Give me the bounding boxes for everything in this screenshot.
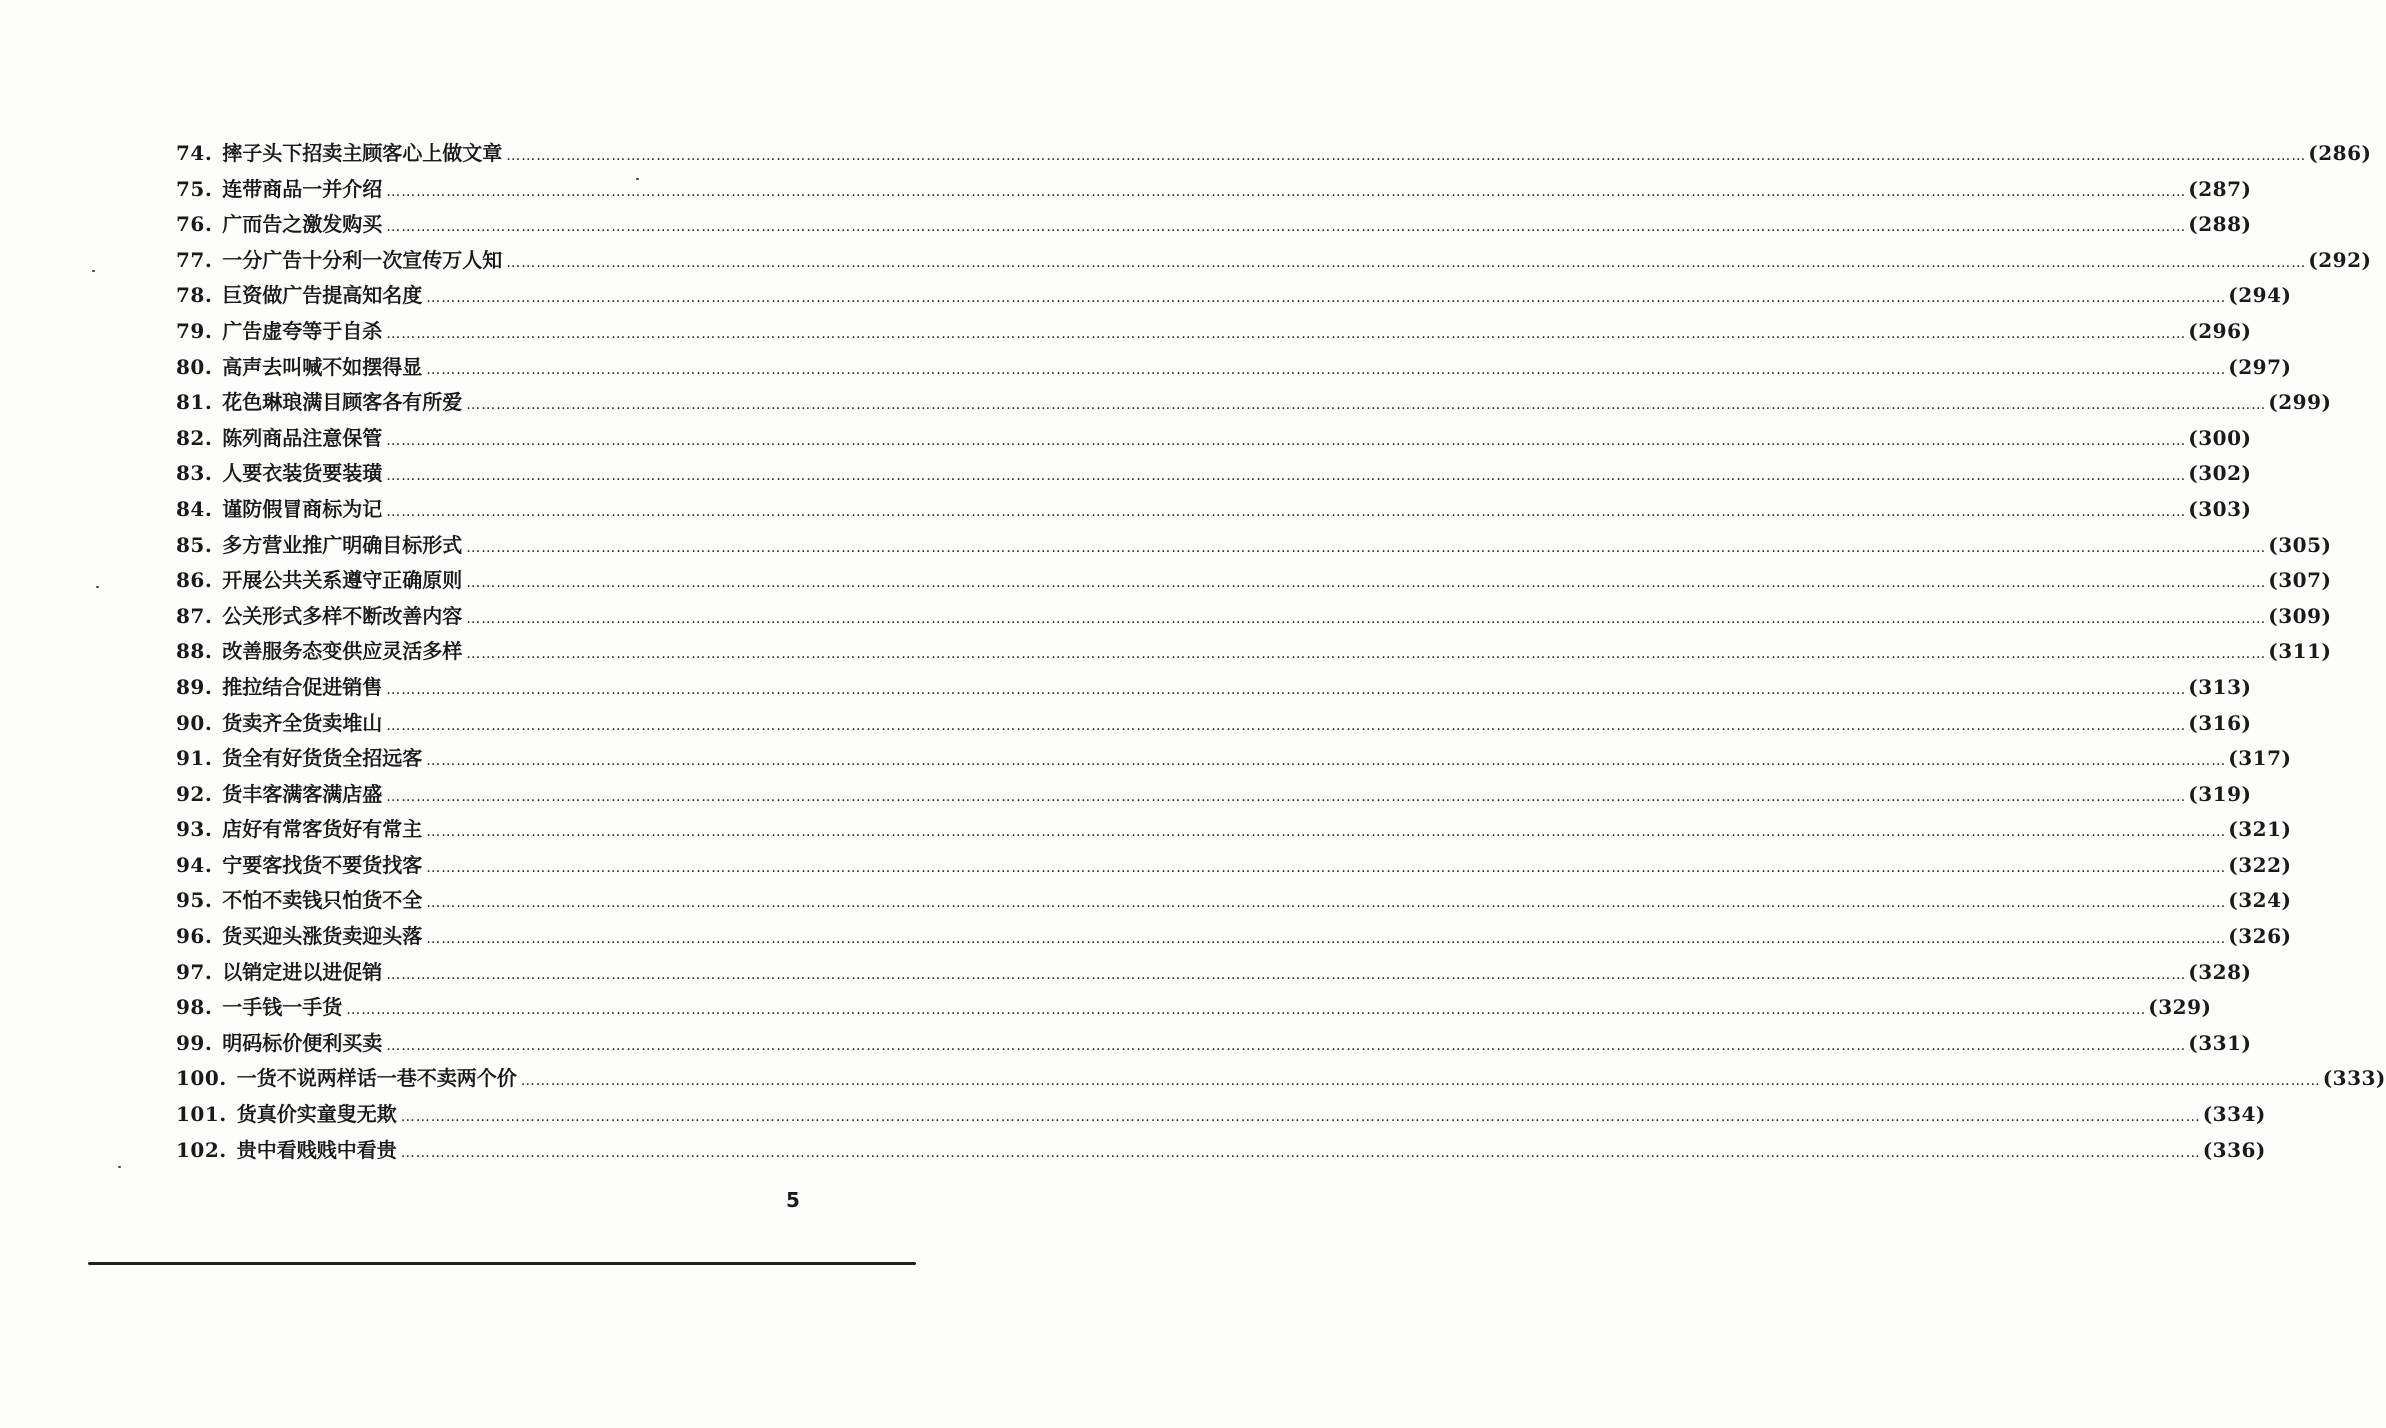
toc-entry-page: (292)	[2308, 247, 2372, 272]
toc-dot-leader: ………………………………………………………………………………………………………………………………………………………………………………………………………………………………………………………………………………………………………………………………	[386, 681, 2187, 698]
toc-entry-title-first: 陈列商品	[222, 425, 303, 450]
toc-entry-title-first: 货全有好货	[222, 746, 323, 771]
toc-entry-title-second: 顾客心上做文章	[362, 141, 503, 165]
toc-entry-number: 76.	[176, 212, 213, 237]
toc-entry-page: (316)	[2188, 710, 2252, 735]
toc-entry-number: 83.	[176, 461, 213, 486]
toc-entry-page: (331)	[2188, 1030, 2252, 1055]
toc-entry	[176, 243, 2372, 279]
toc-dot-leader: ………………………………………………………………………………………………………………………………………………………………………………………………………………………………………………………………………………………………………………………………	[386, 1037, 2187, 1054]
toc-dot-leader: ………………………………………………………………………………………………………………………………………………………………………………………………………………………………………………………………………………………………………………………………	[506, 254, 2307, 271]
toc-entry-number: 80.	[176, 354, 213, 379]
toc-dot-leader: ………………………………………………………………………………………………………………………………………………………………………………………………………………………………………………………………………………………………………………………………	[466, 610, 2267, 627]
toc-entry	[176, 350, 2292, 386]
toc-entry	[176, 848, 2292, 884]
toc-entry	[176, 741, 2292, 777]
toc-entry-title-first: 一货不说两样话	[236, 1066, 377, 1091]
toc-entry-number: 95.	[176, 888, 213, 913]
toc-entry-number: 93.	[176, 817, 213, 842]
toc-entry-number: 86.	[176, 568, 213, 593]
toc-entry-title-second: 货好有常主	[322, 817, 423, 842]
toc-entry-title-first: 连带商品	[222, 176, 303, 201]
toc-dot-leader: ………………………………………………………………………………………………………………………………………………………………………………………………………………………………………………………………………………………………………………………………	[426, 824, 2227, 841]
toc-entry-title-first: 广告虚夸	[222, 318, 303, 343]
toc-dot-leader: ………………………………………………………………………………………………………………………………………………………………………………………………………………………………………………………………………………………………………………………………	[466, 539, 2267, 556]
toc-entry-page: (321)	[2228, 817, 2292, 842]
toc-entry-number: 82.	[176, 425, 213, 450]
toc-entry-title-first: 货卖齐全	[222, 710, 303, 735]
toc-entry-number: 100.	[176, 1066, 227, 1091]
toc-entry	[176, 456, 2252, 492]
toc-entry-title-second: 不如摆得显	[322, 354, 423, 379]
toc-entry	[176, 136, 2372, 172]
toc-dot-leader: ………………………………………………………………………………………………………………………………………………………………………………………………………………………………………………………………………………………………………………………………	[386, 966, 2187, 983]
toc-entry	[176, 777, 2252, 813]
toc-entry-title-second: 一手货	[282, 995, 343, 1020]
toc-entry	[176, 1097, 2266, 1133]
toc-dot-leader: ………………………………………………………………………………………………………………………………………………………………………………………………………………………………………………………………………………………………………………………………	[466, 397, 2267, 414]
toc-entry-title-second: 激发购买	[302, 212, 383, 237]
toc-entry-title-second: 货卖堆山	[302, 710, 383, 735]
toc-dot-leader: ………………………………………………………………………………………………………………………………………………………………………………………………………………………………………………………………………………………………………………………………	[386, 468, 2187, 485]
toc-entry	[176, 1061, 2386, 1097]
toc-entry-page: (309)	[2268, 603, 2332, 628]
toc-entry-page: (296)	[2188, 318, 2252, 343]
toc-entry-title-second: 供应灵活多样	[342, 639, 463, 664]
toc-entry-title-second: 贱中看贵	[316, 1137, 397, 1162]
toc-entry-title-first: 公关形式多样	[222, 603, 343, 628]
toc-entry-number: 85.	[176, 532, 213, 557]
toc-entry-page: (297)	[2228, 354, 2292, 379]
toc-entry-title-second: 货全招远客	[322, 746, 423, 771]
toc-entry-number: 97.	[176, 959, 213, 984]
toc-dot-leader: ………………………………………………………………………………………………………………………………………………………………………………………………………………………………………………………………………………………………………………………………	[386, 432, 2187, 449]
toc-dot-leader: ………………………………………………………………………………………………………………………………………………………………………………………………………………………………………………………………………………………………………………………………	[426, 859, 2227, 876]
toc-entry-page: (329)	[2148, 995, 2212, 1020]
toc-entry	[176, 706, 2252, 742]
toc-entry-title-second: 等于自杀	[302, 318, 383, 343]
scan-speck	[96, 586, 99, 588]
toc-entry-title-first: 巨资做广告	[222, 283, 323, 308]
toc-dot-leader: ………………………………………………………………………………………………………………………………………………………………………………………………………………………………………………………………………………………………………………………………	[426, 895, 2227, 912]
toc-entry-title-first: 花色琳琅满目	[222, 390, 343, 415]
toc-entry-title-second: 货要装璜	[302, 461, 383, 486]
toc-entry-title-first: 不怕不卖钱	[222, 888, 323, 913]
toc-dot-leader: ………………………………………………………………………………………………………………………………………………………………………………………………………………………………………………………………………………………………………………………………	[386, 717, 2187, 734]
scan-speck	[118, 1166, 121, 1168]
toc-entry-number: 90.	[176, 710, 213, 735]
toc-entry-page: (286)	[2308, 141, 2372, 165]
toc-entry-title-first: 店好有常客	[222, 817, 323, 842]
toc-entry-number: 98.	[176, 995, 213, 1020]
toc-entry-number: 78.	[176, 283, 213, 308]
toc-entry-number: 81.	[176, 390, 213, 415]
toc-dot-leader: ………………………………………………………………………………………………………………………………………………………………………………………………………………………………………………………………………………………………………………………………	[466, 646, 2267, 663]
toc-dot-leader: ………………………………………………………………………………………………………………………………………………………………………………………………………………………………………………………………………………………………………………………………	[400, 1144, 2201, 1161]
toc-entry-page: (317)	[2228, 746, 2292, 771]
toc-entry-title-first: 高声去叫喊	[222, 354, 323, 379]
toc-dot-leader: ………………………………………………………………………………………………………………………………………………………………………………………………………………………………………………………………………………………………………………………………	[346, 1002, 2147, 1019]
toc-entry-title-second: 一巷不卖两个价	[376, 1066, 517, 1091]
toc-entry-title-first: 以销定进	[222, 959, 303, 984]
toc-entry-title-first: 人要衣装	[222, 461, 303, 486]
toc-entry-title-first: 宁要客找货	[222, 852, 323, 877]
toc-entry-title-second: 便利买卖	[302, 1030, 383, 1055]
toc-entry-page: (303)	[2188, 496, 2252, 521]
toc-dot-leader: ………………………………………………………………………………………………………………………………………………………………………………………………………………………………………………………………………………………………………………………………	[426, 931, 2227, 948]
toc-entry-title-second: 一并介绍	[302, 176, 383, 201]
toc-entry-title-first: 广而告之	[222, 212, 303, 237]
toc-entry-page: (307)	[2268, 568, 2332, 593]
toc-entry	[176, 955, 2252, 991]
toc-entry-page: (288)	[2188, 212, 2252, 237]
page-number: 5	[786, 1188, 800, 1212]
toc-dot-leader: ………………………………………………………………………………………………………………………………………………………………………………………………………………………………………………………………………………………………………………………………	[506, 148, 2307, 164]
toc-entry-page: (302)	[2188, 461, 2252, 486]
toc-entry-page: (334)	[2202, 1102, 2266, 1127]
toc-entry-page: (287)	[2188, 176, 2252, 201]
toc-entry	[176, 314, 2252, 350]
toc-entry-number: 89.	[176, 674, 213, 699]
toc-entry-title-second: 提高知名度	[322, 283, 423, 308]
toc-entry-number: 87.	[176, 603, 213, 628]
toc-entry-page: (328)	[2188, 959, 2252, 984]
toc-dot-leader: ………………………………………………………………………………………………………………………………………………………………………………………………………………………………………………………………………………………………………………………………	[386, 503, 2187, 520]
toc-entry-title-second: 顾客各有所爱	[342, 390, 463, 415]
toc-entry-title-second: 不要货找客	[322, 852, 423, 877]
toc-entry-title-second: 只怕货不全	[322, 888, 423, 913]
toc-entry	[176, 492, 2252, 528]
toc-entry-page: (311)	[2268, 639, 2332, 664]
toc-entry-number: 77.	[176, 247, 213, 272]
toc-entry-number: 94.	[176, 852, 213, 877]
toc-entry-title-second: 货卖迎头落	[322, 924, 423, 949]
toc-entry-page: (322)	[2228, 852, 2292, 877]
toc-entry-page: (294)	[2228, 283, 2292, 308]
toc-entry-number: 99.	[176, 1030, 213, 1055]
toc-entry	[176, 172, 2252, 208]
toc-entry-title-second: 一次宣传万人知	[362, 247, 503, 272]
toc-entry-page: (300)	[2188, 425, 2252, 450]
toc-entry	[176, 812, 2292, 848]
toc-entry-title-second: 遵守正确原则	[342, 568, 463, 593]
toc-entry	[176, 421, 2252, 457]
toc-entry-title-first: 谨防假冒	[222, 496, 303, 521]
toc-entry-number: 102.	[176, 1137, 227, 1162]
toc-entry-title-first: 货丰客满	[222, 781, 303, 806]
toc-entry-title-first: 贵中看贱	[236, 1137, 317, 1162]
toc-entry-number: 96.	[176, 924, 213, 949]
toc-entry-page: (313)	[2188, 674, 2252, 699]
toc-dot-leader: ………………………………………………………………………………………………………………………………………………………………………………………………………………………………………………………………………………………………………………………………	[426, 361, 2227, 378]
toc-entry-number: 91.	[176, 746, 213, 771]
toc-dot-leader: ………………………………………………………………………………………………………………………………………………………………………………………………………………………………………………………………………………………………………………………………	[426, 290, 2227, 307]
toc-entry	[176, 1026, 2252, 1062]
toc-entry	[176, 207, 2252, 243]
toc-dot-leader: ………………………………………………………………………………………………………………………………………………………………………………………………………………………………………………………………………………………………………………………………	[386, 788, 2187, 805]
toc-entry-title-second: 明确目标形式	[342, 532, 463, 557]
toc-entry-page: (319)	[2188, 781, 2252, 806]
toc-entry-title-second: 不断改善内容	[342, 603, 463, 628]
toc-entry-title-first: 摔子头下招卖主	[222, 141, 363, 165]
toc-dot-leader: ………………………………………………………………………………………………………………………………………………………………………………………………………………………………………………………………………………………………………………………………	[466, 575, 2267, 592]
toc-entry-title-first: 推拉结合	[222, 674, 303, 699]
toc-entry	[176, 634, 2332, 670]
toc-entry-title-first: 货买迎头涨	[222, 924, 323, 949]
toc-dot-leader: ………………………………………………………………………………………………………………………………………………………………………………………………………………………………………………………………………………………………………………………………	[520, 1073, 2321, 1090]
toc-entry-page: (336)	[2202, 1137, 2266, 1162]
toc-entry	[176, 563, 2332, 599]
toc-entry-number: 79.	[176, 318, 213, 343]
toc-entry-number: 84.	[176, 496, 213, 521]
toc-entry-title-second: 商标为记	[302, 496, 383, 521]
toc-dot-leader: ………………………………………………………………………………………………………………………………………………………………………………………………………………………………………………………………………………………………………………………………	[400, 1109, 2201, 1126]
toc-entry-title-first: 货真价实	[236, 1102, 317, 1127]
toc-entry-title-second: 以进促销	[302, 959, 383, 984]
toc-dot-leader: ………………………………………………………………………………………………………………………………………………………………………………………………………………………………………………………………………………………………………………………………	[386, 219, 2187, 236]
toc-entry-page: (299)	[2268, 390, 2332, 415]
toc-entry-number: 75.	[176, 176, 213, 201]
toc-entry-number: 92.	[176, 781, 213, 806]
toc-entry	[176, 883, 2292, 919]
toc-entry	[176, 278, 2292, 314]
toc-entry	[176, 599, 2332, 635]
toc-entry-number: 101.	[176, 1102, 227, 1127]
toc-entry-page: (324)	[2228, 888, 2292, 913]
toc-entry-title-first: 明码标价	[222, 1030, 303, 1055]
toc-entry-title-second: 注意保管	[302, 425, 383, 450]
toc-dot-leader: ………………………………………………………………………………………………………………………………………………………………………………………………………………………………………………………………………………………………………………………………	[386, 325, 2187, 342]
toc-entry	[176, 1133, 2266, 1169]
toc-dot-leader: ………………………………………………………………………………………………………………………………………………………………………………………………………………………………………………………………………………………………………………………………	[426, 753, 2227, 770]
table-of-contents	[176, 136, 2386, 1168]
toc-entry-page: (333)	[2322, 1066, 2386, 1091]
scan-speck	[92, 270, 95, 272]
toc-entry	[176, 385, 2332, 421]
toc-entry-number: 88.	[176, 639, 213, 664]
toc-entry-title-first: 多方营业推广	[222, 532, 343, 557]
toc-entry-title-second: 客满店盛	[302, 781, 383, 806]
toc-entry-title-first: 开展公共关系	[222, 568, 343, 593]
toc-entry	[176, 990, 2212, 1026]
toc-entry-page: (305)	[2268, 532, 2332, 557]
toc-dot-leader: ………………………………………………………………………………………………………………………………………………………………………………………………………………………………………………………………………………………………………………………………	[386, 183, 2187, 200]
toc-entry	[176, 670, 2252, 706]
toc-entry-number: 74.	[176, 141, 213, 165]
toc-entry-page: (326)	[2228, 924, 2292, 949]
toc-entry-title-second: 促进销售	[302, 674, 383, 699]
toc-entry-title-second: 童叟无欺	[316, 1102, 397, 1127]
bottom-rule	[88, 1262, 916, 1265]
toc-entry-title-first: 改善服务态变	[222, 639, 343, 664]
toc-entry-title-first: 一手钱	[222, 995, 283, 1020]
toc-entry	[176, 528, 2332, 564]
toc-entry-title-first: 一分广告十分利	[222, 247, 363, 272]
toc-entry	[176, 919, 2292, 955]
scan-speck	[636, 178, 639, 180]
